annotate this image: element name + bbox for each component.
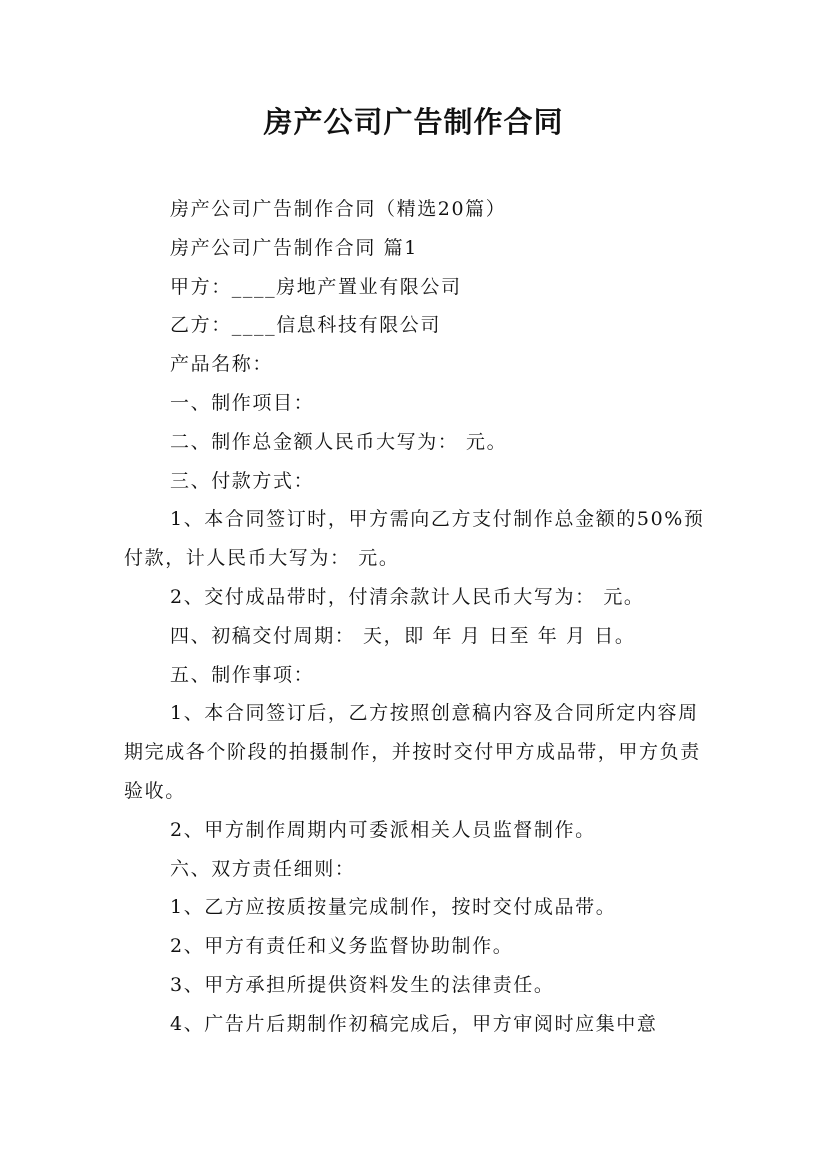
paragraph-section-6: 六、双方责任细则： bbox=[170, 857, 356, 880]
paragraph-article-heading: 房产公司广告制作合同 篇1 bbox=[170, 236, 418, 259]
paragraph-payment-1: 1、本合同签订时，甲方需向乙方支付制作总金额的50%预付款，计人民币大写为： 元。 bbox=[124, 508, 705, 570]
paragraph-section-2: 二、制作总金额人民币大写为： 元。 bbox=[170, 430, 508, 453]
document-title: 房产公司广告制作合同 bbox=[263, 105, 564, 139]
paragraph-party-a: 甲方：____房地产置业有限公司 bbox=[170, 275, 462, 298]
paragraph-duty-3: 3、甲方承担所提供资料发生的法律责任。 bbox=[170, 973, 555, 996]
paragraph-product-name: 产品名称： bbox=[170, 353, 274, 376]
paragraph-production-1: 1、本合同签订后，乙方按照创意稿内容及合同所定内容周期完成各个阶段的拍摄制作，并按时交付甲方成品带，甲方负责验收。 bbox=[124, 702, 701, 802]
paragraph-duty-1: 1、乙方应按质按量完成制作，按时交付成品带。 bbox=[170, 896, 617, 919]
paragraph-section-4: 四、初稿交付周期： 天，即 年 月 日至 年 月 日。 bbox=[170, 624, 636, 647]
paragraph-section-1: 一、制作项目： bbox=[170, 391, 315, 414]
paragraph-party-b: 乙方：____信息科技有限公司 bbox=[170, 314, 442, 337]
document-body bbox=[124, 190, 714, 1044]
paragraph-section-3: 三、付款方式： bbox=[170, 469, 315, 492]
paragraph-duty-2: 2、甲方有责任和义务监督协助制作。 bbox=[170, 935, 514, 958]
paragraph-payment-2: 2、交付成品带时，付清余款计人民币大写为： 元。 bbox=[170, 585, 645, 608]
paragraph-duty-4: 4、广告片后期制作初稿完成后，甲方审阅时应集中意 bbox=[170, 1012, 658, 1035]
paragraph-production-2: 2、甲方制作周期内可委派相关人员监督制作。 bbox=[170, 818, 596, 841]
paragraph-section-5: 五、制作事项： bbox=[170, 663, 315, 686]
paragraph-subtitle: 房产公司广告制作合同（精选20篇） bbox=[170, 198, 507, 220]
